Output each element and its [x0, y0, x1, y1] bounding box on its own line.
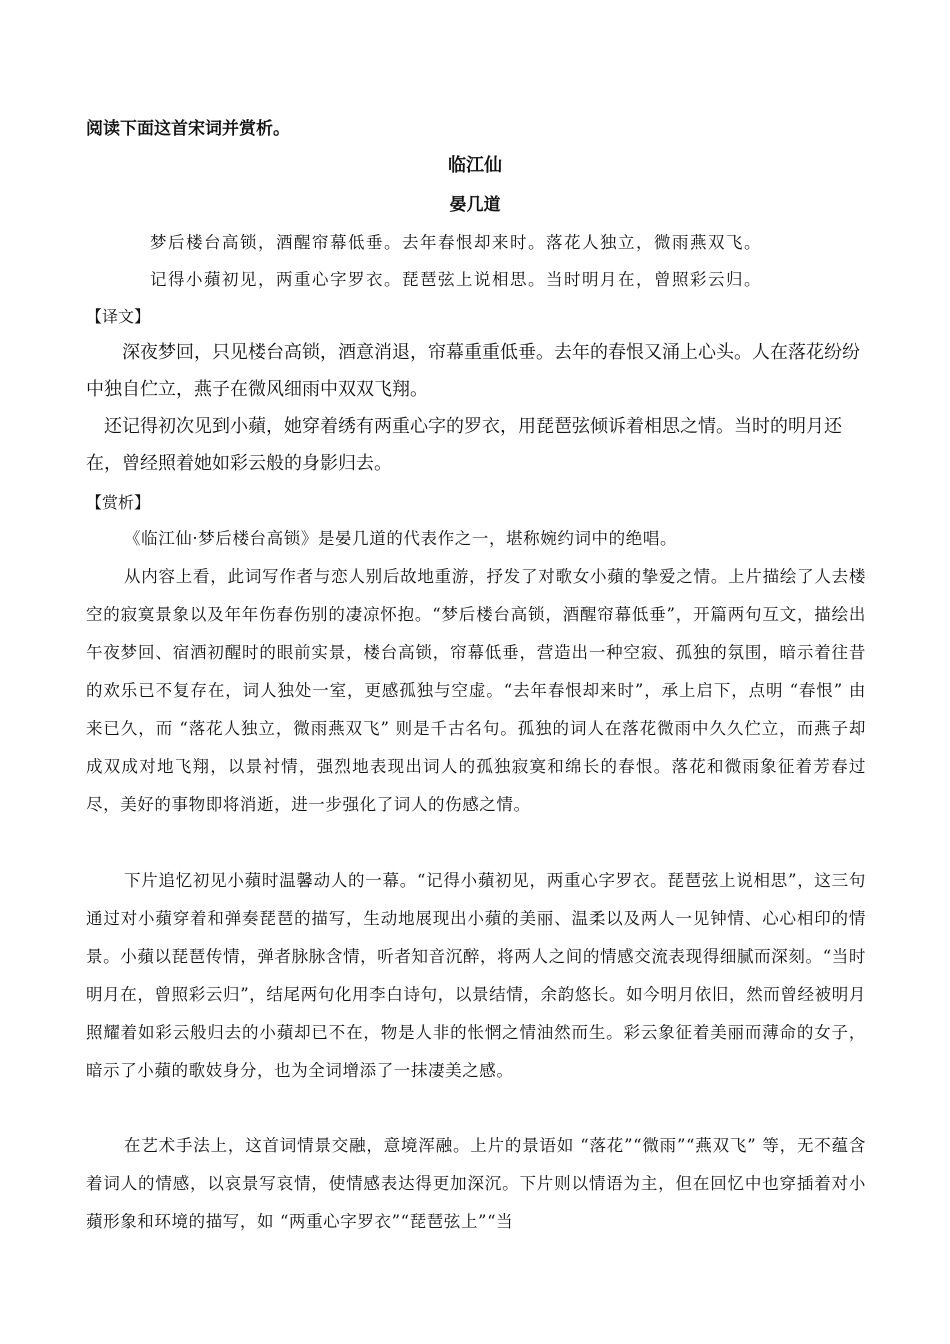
poem-line-2: 记得小蘋初见，两重心字罗衣。琵琶弦上说相思。当时明月在，曾照彩云归。 [150, 270, 762, 289]
appreciation-paragraph-1: 《临江仙·梦后楼台高锁》是晏几道的代表作之一，堪称婉约词中的绝唱。 [124, 529, 678, 548]
translation-paragraph-2: 还记得初次见到小蘋，她穿着绣有两重心字的罗衣，用琵琶弦倾诉着相思之情。当时的明月还在，曾经照着她如彩云般的身影归去。 [86, 416, 842, 474]
appreciation-paragraph-3: 下片追忆初见小蘋时温馨动人的一幕。“记得小蘋初见，两重心字罗衣。琵琶弦上说相思”，这三句通过对小蘋穿着和弹奏琵琶的描写，生动地展现出小蘋的美丽、温柔以及两人一见钟情、心心相印的情景。小蘋以琵琶传情，弹者脉脉含情，听者知音沉醉，将两人之间的情感交流表现得细腻而深刻。“当时明月在，曾照彩云归”，结尾两句化用李白诗句，以景结情，余韵悠长。如今明月依旧，然而曾经被明月照耀着如彩云般归去的小蘋却已不在，物是人非的怅惘之情油然而生。彩云象征着美丽而薄命的女子，暗示了小蘋的歌妓身分，也为全词增添了一抹凄美之感。 [86, 871, 866, 1080]
poem-author: 晏几道 [449, 195, 501, 215]
appreciation-label: 【赏析】 [86, 493, 151, 512]
intro-instruction: 阅读下面这首宋词并赏析。 [86, 119, 290, 139]
translation-paragraph-1: 深夜梦回，只见楼台高锁，酒意消退，帘幕重重低垂。去年的春恨又涌上心头。人在落花纷纷中独自伫立，燕子在微风细雨中双双飞翔。 [86, 342, 860, 400]
poem-title: 临江仙 [448, 155, 502, 176]
appreciation-paragraph-2: 从内容上看，此词写作者与恋人别后故地重游，抒发了对歌女小蘋的挚爱之情。上片描绘了人去楼空的寂寞景象以及年年伤春伤别的凄凉怀抱。“梦后楼台高锁，酒醒帘幕低垂”，开篇两句互文，描绘出午夜梦回、宿酒初醒时的眼前实景，楼台高锁，帘幕低垂，营造出一种空寂、孤独的氛围，暗示着往昔的欢乐已不复存在，词人独处一室，更感孤独与空虚。“去年春恨却来时”，承上启下，点明 “春恨” 由来已久，而 “落花人独立，微雨燕双飞” 则是千古名句。孤独的词人在落花微雨中久久伫立，而燕子却成双成对地飞翔，以景衬情，强烈地表现出词人的孤独寂寞和绵长的春恨。落花和微雨象征着芳春过尽，美好的事物即将消逝，进一步强化了词人的伤感之情。 [86, 567, 866, 814]
translation-label: 【译文】 [86, 307, 151, 326]
poem-line-1: 梦后楼台高锁，酒醒帘幕低垂。去年春恨却来时。落花人独立，微雨燕双飞。 [150, 233, 762, 252]
appreciation-paragraph-4: 在艺术手法上，这首词情景交融，意境浑融。上片的景语如 “落花”“微雨”“燕双飞” 等，无不蕴含着词人的情感，以哀景写哀情，使情感表达得更加深沉。下片则以情语为主，但在回忆中也穿插着对小蘋形象和环境的描写，如 “两重心字罗衣”“琵琶弦上”“当 [86, 1136, 866, 1231]
